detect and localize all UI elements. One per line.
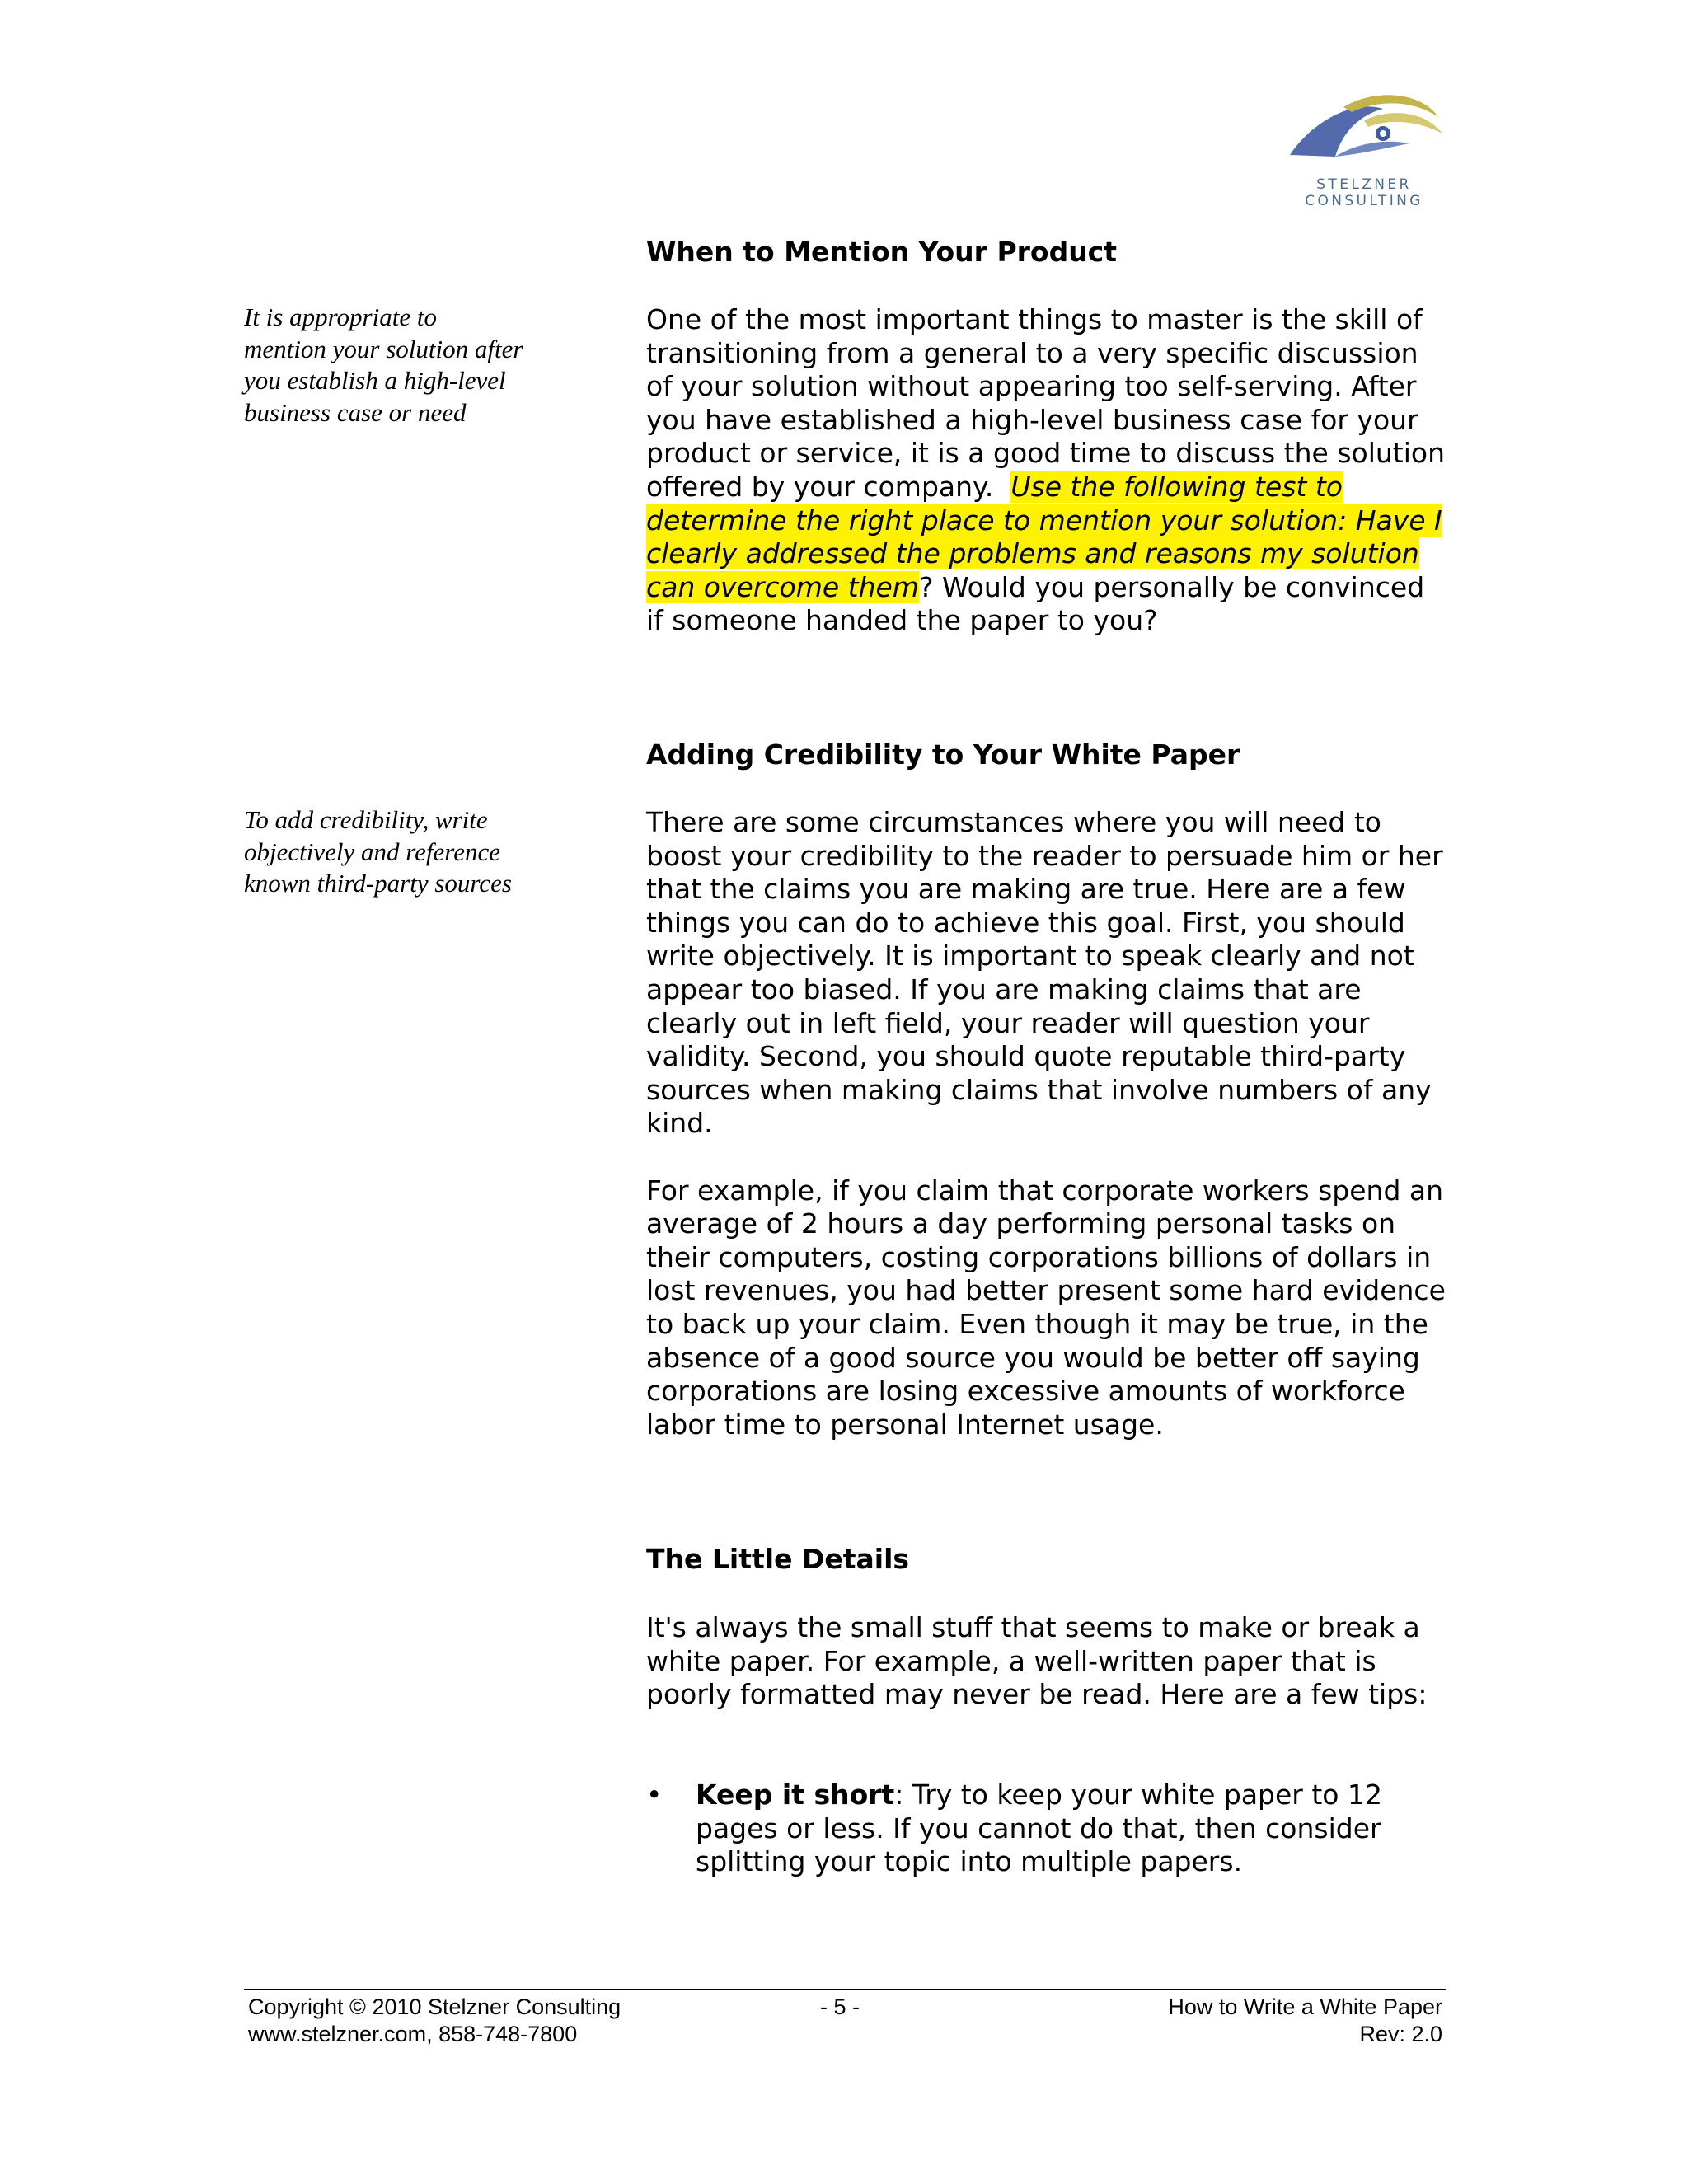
section-heading-little-details: The Little Details	[646, 1543, 910, 1575]
footer-doc-title: How to Write a White Paper	[1168, 1994, 1442, 2019]
logo-eye-mark	[1286, 91, 1451, 166]
company-name: STELZNER CONSULTING	[1305, 176, 1423, 209]
sidenote-mention-solution: It is appropriate to mention your solution after you establish a high-level business case or need	[244, 302, 523, 427]
paragraph-text-end: ? Would you personally be convinced if someone handed the paper to you?	[646, 570, 1425, 637]
sidenote-credibility: To add credibility, write objectively and reference known third-party sources	[244, 805, 512, 898]
paragraph: It's always the small stuff that seems to make or break a white paper. For example, a well-written paper that is poorly formatted may never be read. Here are a few tips:	[646, 1611, 1428, 1711]
section-body-little-details	[646, 1611, 1446, 1712]
section-body-credibility	[646, 806, 1446, 1441]
paragraph-text: One of the most important things to master is the skill of transitioning from a general to a very specific discussion of your solution without appearing too self-serving. After you have established a high-level business case for your product or service, it is a good time to discuss the solution offered by your company.	[646, 303, 1446, 503]
company-logo	[1269, 91, 1459, 209]
bullet-text	[696, 1779, 1454, 1879]
paragraph: There are some circumstances where you will need to boost your credibility to the reader to persuade him or her that the claims you are making are true. Here are a few things you can do to achieve this goal. First, you should write objectively. It is important to speak clearly and not appear too biased. If you are making claims that are clearly out in left field, your reader will question your validity. Second, you should quote reputable third-party sources when making claims that involve numbers of any kind.	[646, 806, 1443, 1140]
section-heading-credibility: Adding Credibility to Your White Paper	[646, 738, 1240, 771]
footer-divider	[244, 1989, 1446, 1990]
section-body-mention-product	[646, 303, 1446, 638]
footer-revision: Rev: 2.0	[1359, 2022, 1442, 2046]
footer-copyright: Copyright © 2010 Stelzner Consulting	[248, 1994, 621, 2019]
paragraph: For example, if you claim that corporate workers spend an average of 2 hours a day performing personal tasks on their computers, costing corporations billions of dollars in lost revenues, you had better present some hard evidence to back up your claim. Even though it may be true, in the absence of a good source you would be better off saying corporations are losing excessive amounts of workforce labor time to personal Internet usage.	[646, 1174, 1446, 1441]
bullet-bold-lead: Keep it short	[696, 1779, 895, 1811]
section-heading-mention-product: When to Mention Your Product	[646, 236, 1118, 268]
footer-page-number: - 5 -	[820, 1994, 860, 2019]
bullet-marker: •	[646, 1779, 663, 1811]
footer-contact: www.stelzner.com, 858-748-7800	[248, 2022, 578, 2046]
highlighted-text: Use the following test to determine the right place to mention your solution: Have I clearly addressed the problems and reasons my solution can overcome them	[646, 470, 1442, 603]
paragraph	[646, 303, 1446, 638]
bullet-body: : Try to keep your white paper to 12 pages or less. If you cannot do that, then consider splitting your topic into multiple papers.	[696, 1779, 1382, 1878]
